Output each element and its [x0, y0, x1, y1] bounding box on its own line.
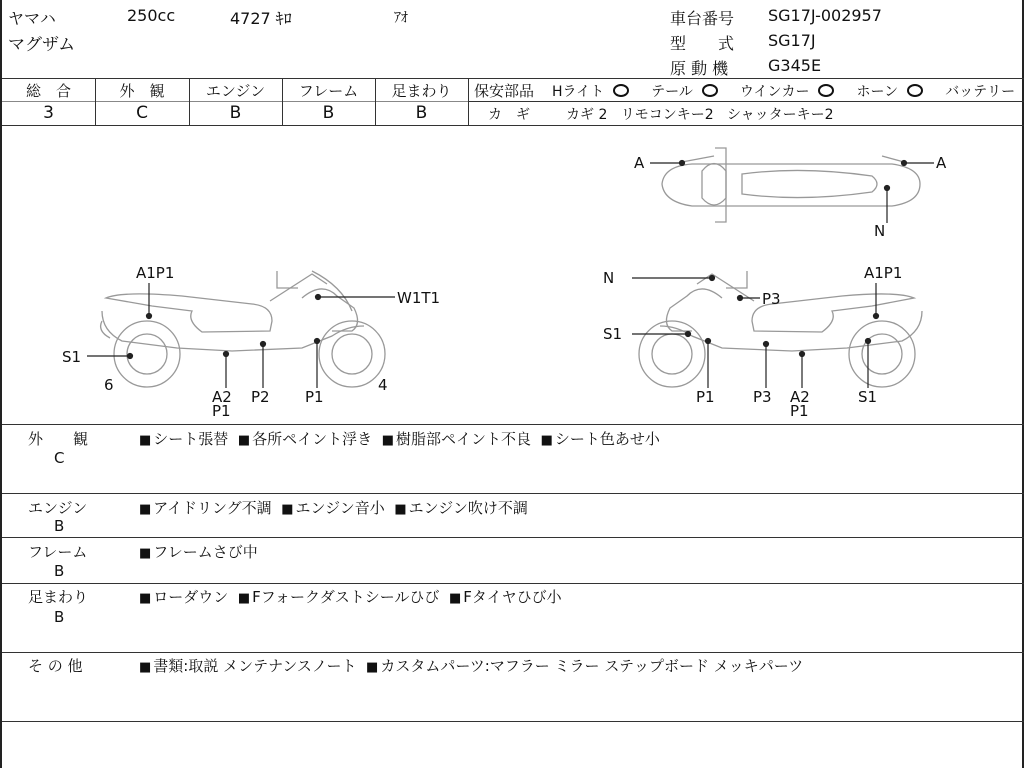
safety-item: ウインカー — [739, 83, 810, 100]
top-view — [662, 148, 920, 222]
mileage: 4727 ｷﾛ — [230, 9, 292, 28]
diagram-label: P1 — [696, 388, 715, 406]
safety-item: Hライト — [552, 83, 605, 100]
divider — [2, 652, 1024, 653]
diagram-label: P3 — [762, 290, 781, 308]
keys-value: カギ 2 リモコンキー2 シャッターキー2 — [566, 107, 834, 123]
ok-circle-icon — [613, 84, 629, 97]
divider — [2, 583, 1024, 584]
section-items-frame: ■ フレームさび中 — [139, 543, 258, 561]
diagram-label: W1T1 — [397, 289, 441, 307]
scooter-diagram — [2, 126, 1024, 424]
color: ｱｵ — [394, 10, 408, 26]
safety-parts-row — [474, 80, 1024, 101]
divider — [2, 537, 1024, 538]
grade-exterior-value: C — [136, 103, 148, 123]
diagram-label: S1 — [62, 348, 82, 366]
diagram-label: P2 — [251, 388, 270, 406]
model-code: SG17J — [768, 31, 816, 50]
section-grade-exterior: C — [54, 449, 65, 467]
safety-item: バッテリー — [945, 83, 1016, 100]
diagram-label: A2 — [790, 388, 810, 406]
section-label-frame: フレーム — [28, 543, 88, 561]
engine-code: G345E — [768, 56, 822, 75]
displacement: 250cc — [127, 6, 176, 25]
section-grade-suspension: B — [54, 608, 65, 626]
grade-total-label: 総 合 — [25, 82, 71, 100]
diagram-label: 6 — [104, 376, 114, 394]
ok-circle-icon — [702, 84, 718, 97]
divider — [468, 101, 1024, 102]
section-label-other: そ の 他 — [28, 657, 83, 675]
grade-engine-value: B — [229, 103, 242, 123]
keys-label: カ ギ — [488, 107, 530, 123]
diagram-label: S1 — [603, 325, 623, 343]
section-label-exterior: 外 観 — [28, 430, 89, 448]
diagram-label: P1 — [305, 388, 324, 406]
maker: ヤマハ — [8, 9, 56, 28]
diagram-label: P1 — [212, 402, 231, 420]
safety-label: 保安部品 — [474, 82, 535, 100]
model-name: マグザム — [8, 35, 76, 55]
left-side-view — [101, 271, 385, 387]
grade-engine-label: エンジン — [205, 82, 266, 100]
diagram-label: S1 — [858, 388, 878, 406]
section-grade-frame: B — [54, 562, 65, 580]
frame-no-label: 車台番号 — [670, 9, 735, 28]
diagram-label: N — [603, 269, 615, 287]
section-items-suspension: ■ ローダウン ■ Fフォークダストシールひび ■ Fタイヤひび小 — [139, 588, 562, 606]
grade-suspension-label: 足まわり — [391, 82, 452, 100]
section-grade-engine: B — [54, 517, 65, 535]
section-items-other: ■ 書類:取説 メンテナンスノート ■ カスタムパーツ:マフラー ミラー ステップボード メッキパーツ — [139, 657, 804, 675]
diagram-label: A — [936, 154, 947, 172]
safety-item: テール — [651, 83, 693, 100]
grade-exterior-label: 外 観 — [119, 82, 165, 100]
section-label-suspension: 足まわり — [28, 588, 89, 606]
ok-circle-icon — [907, 84, 923, 97]
right-side-view — [639, 271, 922, 387]
grade-frame-label: フレーム — [298, 82, 359, 100]
diagram-label: P1 — [790, 402, 809, 420]
divider — [2, 493, 1024, 494]
section-label-engine: エンジン — [28, 499, 88, 517]
safety-item: ホーン — [856, 83, 899, 100]
divider — [2, 101, 468, 102]
grade-suspension-value: B — [415, 103, 428, 123]
diagram-label: A2 — [212, 388, 232, 406]
ok-circle-icon — [818, 84, 834, 97]
divider — [468, 78, 469, 125]
diagram-label: N — [874, 222, 886, 240]
divider — [2, 424, 1024, 425]
section-items-engine: ■ アイドリング不調 ■ エンジン音小 ■ エンジン吹け不調 — [139, 499, 528, 517]
engine-label: 原 動 機 — [670, 59, 729, 78]
frame-no: SG17J-002957 — [768, 6, 882, 25]
diagram-label: 4 — [378, 376, 388, 394]
diagram-label: A1P1 — [136, 264, 175, 282]
model-code-label: 型 式 — [670, 34, 735, 53]
divider — [2, 78, 1024, 79]
divider — [2, 721, 1024, 722]
section-items-exterior: ■ シート張替 ■ 各所ペイント浮き ■ 樹脂部ペイント不良 ■ シート色あせ小 — [139, 430, 660, 448]
diagram-label: A — [634, 154, 645, 172]
grade-total-value: 3 — [43, 103, 54, 123]
diagram-label: A1P1 — [864, 264, 903, 282]
diagram-label: P3 — [753, 388, 772, 406]
grade-frame-value: B — [322, 103, 335, 123]
